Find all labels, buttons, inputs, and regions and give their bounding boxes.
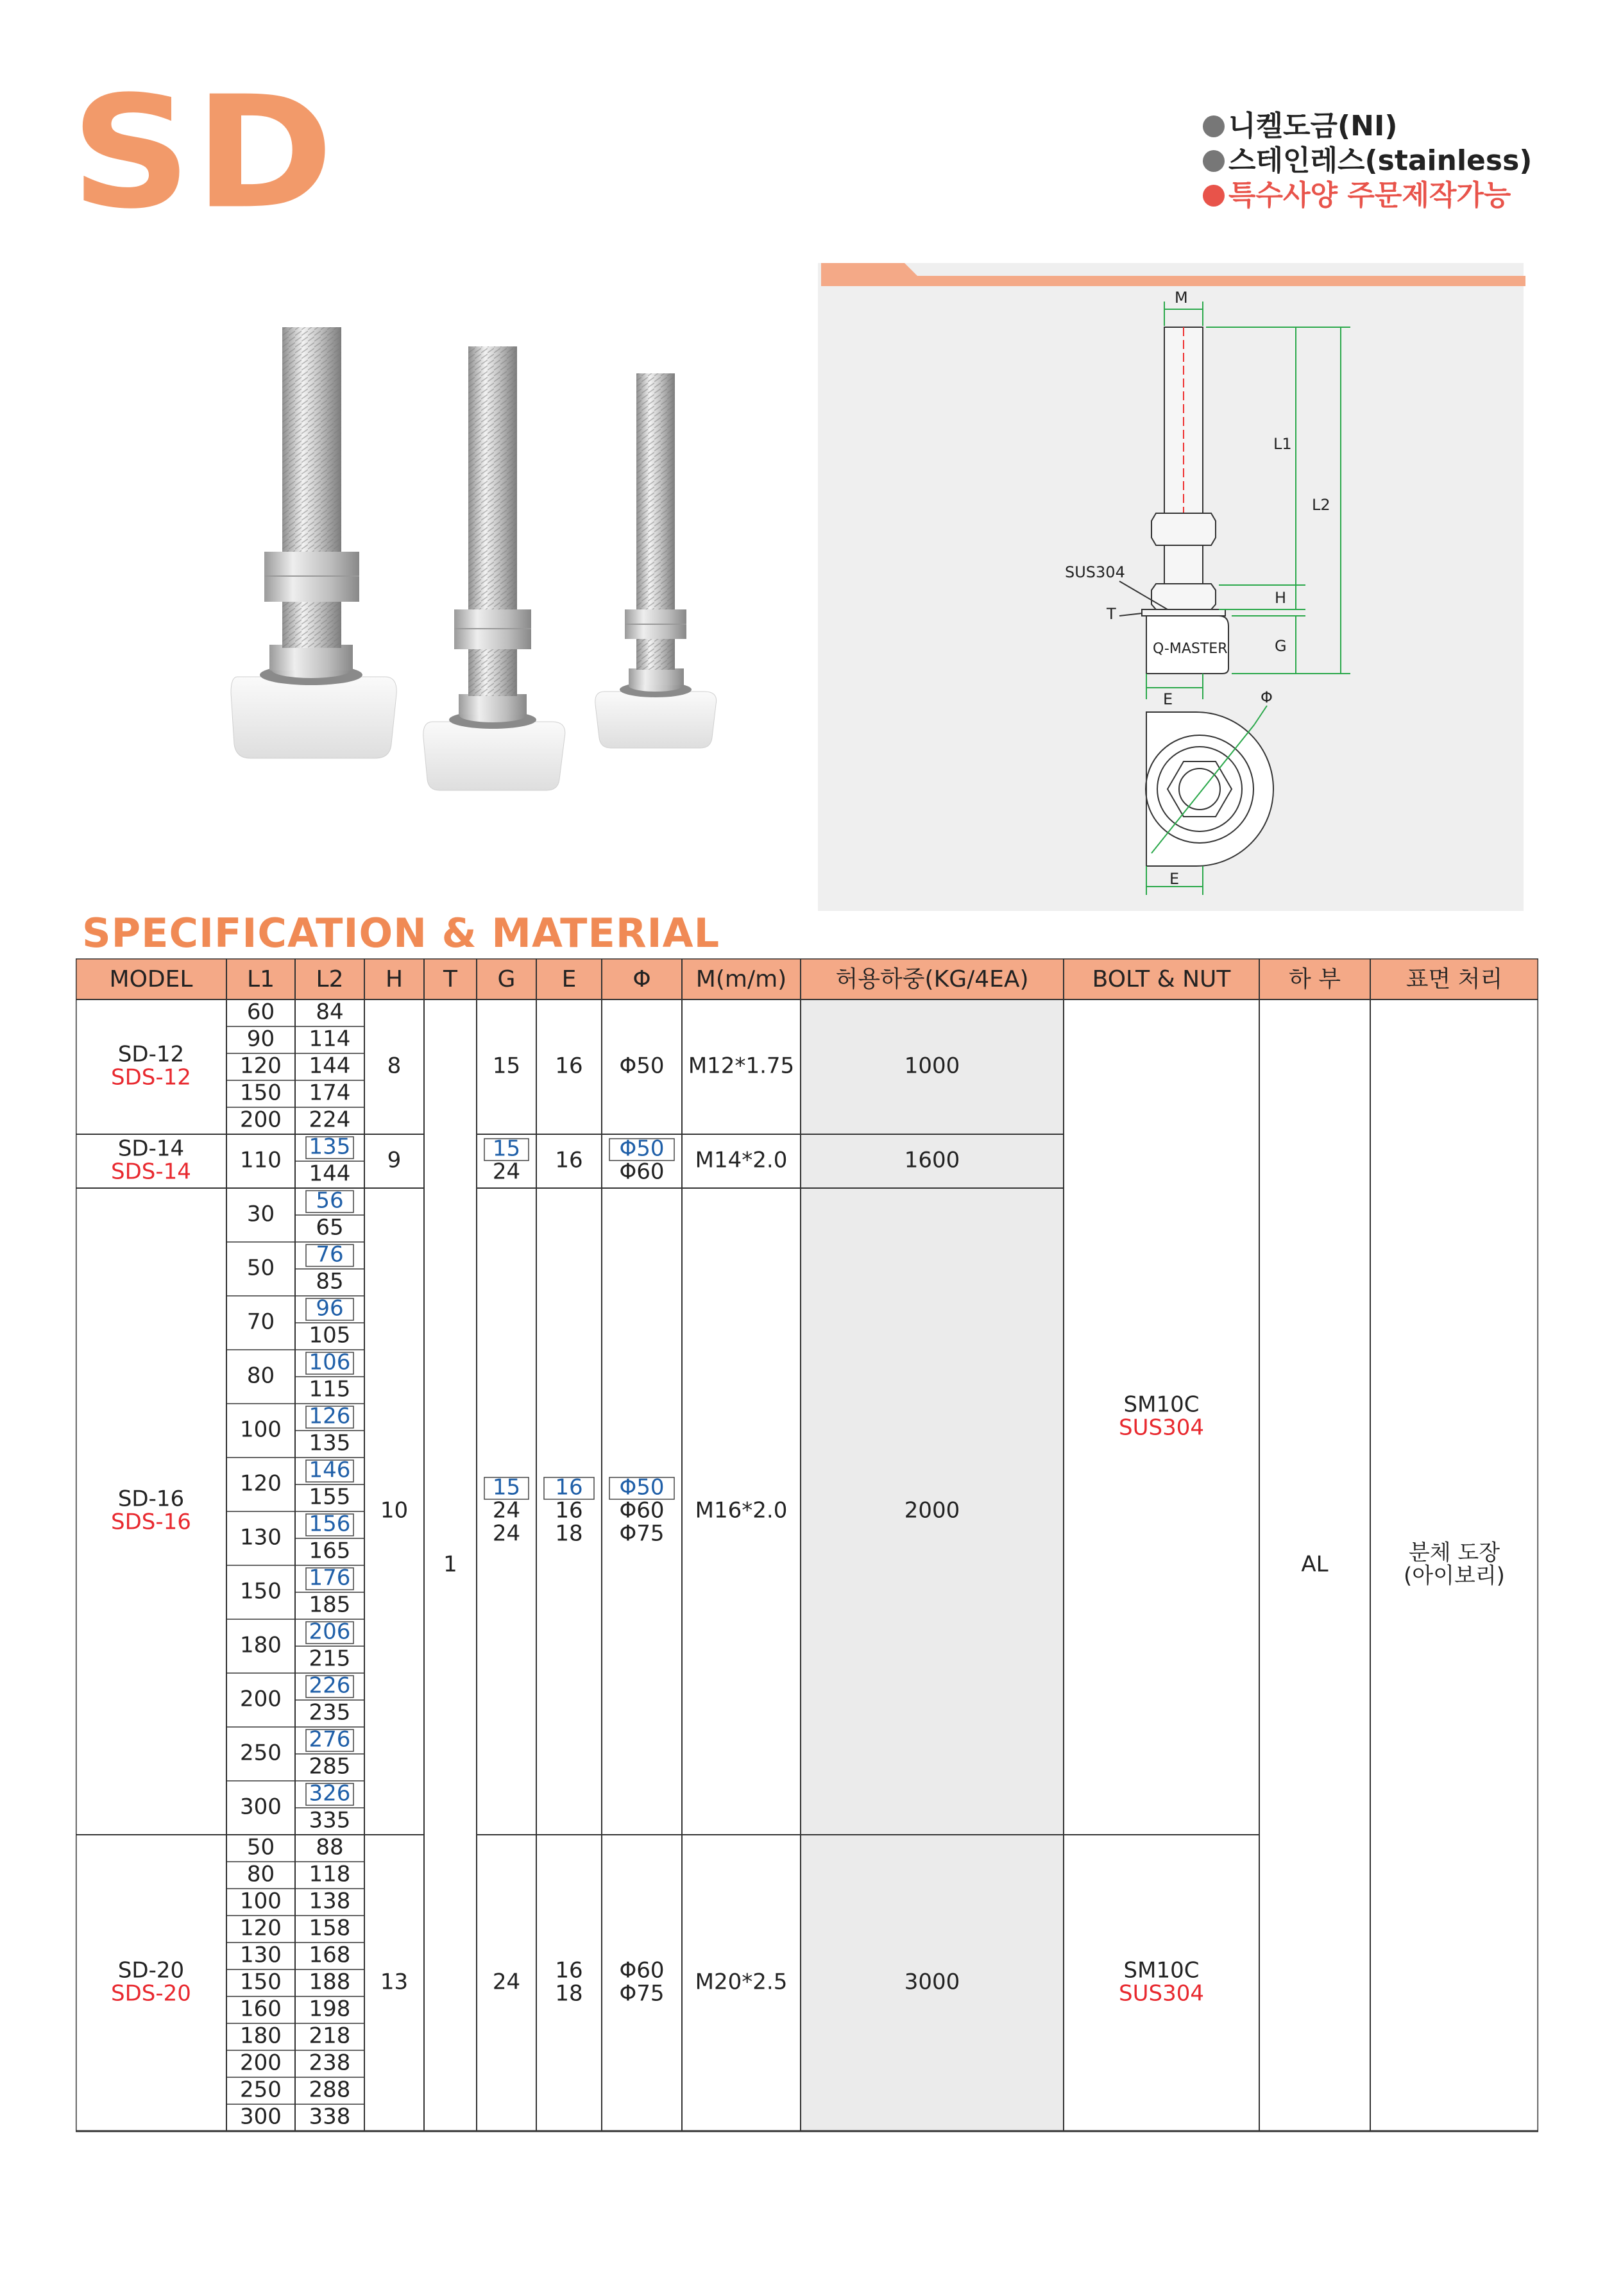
- l2-value: 146: [309, 1457, 351, 1483]
- l2-value: 215: [309, 1645, 351, 1672]
- l2-value: 335: [309, 1807, 351, 1833]
- l2-value: 65: [316, 1214, 344, 1241]
- l1-value: 150: [240, 1578, 282, 1604]
- dim-label-phi: Φ: [1261, 688, 1273, 706]
- l1-value: 30: [246, 1201, 275, 1227]
- l2-value: 198: [309, 1996, 351, 2022]
- load-capacity: 1600: [904, 1147, 960, 1173]
- dim-label-e-top: E: [1163, 690, 1173, 708]
- dim-label-e-bottom: E: [1169, 870, 1180, 888]
- column-header: MODEL: [109, 966, 193, 992]
- l1-value: 120: [240, 1053, 282, 1079]
- dim-label-h: H: [1275, 589, 1287, 607]
- feature-list: [1203, 109, 1532, 213]
- leveler-large: [231, 327, 396, 758]
- l2-value: 285: [309, 1753, 351, 1780]
- e-value: 18: [555, 1520, 583, 1547]
- l2-value: 105: [309, 1322, 351, 1348]
- l2-value: 206: [309, 1619, 351, 1645]
- column-header: M(m/m): [695, 966, 787, 992]
- e-value: 16: [555, 1474, 583, 1501]
- column-header: H: [385, 966, 404, 992]
- dim-label-t: T: [1107, 605, 1116, 623]
- e-value: 16: [555, 1053, 583, 1079]
- l2-value: 56: [316, 1187, 344, 1214]
- column-header: 허용하중(KG/4EA): [835, 966, 1029, 992]
- l2-value: 224: [309, 1107, 351, 1133]
- e-value: 16: [555, 1147, 583, 1173]
- l2-value: 85: [316, 1268, 344, 1295]
- l1-value: 100: [240, 1888, 282, 1914]
- column-header: T: [443, 966, 457, 992]
- l2-value: 288: [309, 2077, 351, 2103]
- bolt-nut-material-alt: SUS304: [1119, 1415, 1204, 1441]
- l2-value: 158: [309, 1915, 351, 1941]
- l2-value: 144: [309, 1053, 351, 1079]
- dim-label-sus304: SUS304: [1065, 563, 1125, 581]
- leveler-small: [595, 373, 717, 748]
- dim-label-l2: L2: [1312, 496, 1330, 514]
- bullet-icon: [1203, 115, 1225, 137]
- leveler-medium: [423, 346, 565, 790]
- l2-value: 176: [309, 1565, 351, 1591]
- l2-value: 226: [309, 1672, 351, 1699]
- h-value: 10: [380, 1497, 409, 1524]
- l1-value: 160: [240, 1996, 282, 2022]
- l2-value: 155: [309, 1484, 351, 1510]
- surface-finish: (아이보리): [1404, 1563, 1505, 1589]
- l1-value: 110: [240, 1147, 282, 1173]
- l2-value: 188: [309, 1969, 351, 1995]
- l1-value: 250: [240, 1740, 282, 1766]
- phi-value: Φ75: [619, 1520, 665, 1547]
- l2-value: 238: [309, 2050, 351, 2076]
- l2-value: 218: [309, 2023, 351, 2049]
- l2-value: 156: [309, 1511, 351, 1537]
- l2-value: 106: [309, 1349, 351, 1375]
- dim-label-g: G: [1275, 637, 1287, 655]
- load-capacity: 1000: [904, 1053, 960, 1079]
- dimension-diagram: [818, 263, 1524, 911]
- thread-size: M16*2.0: [695, 1497, 788, 1524]
- l2-value: 168: [309, 1942, 351, 1968]
- feature-label: 스테인레스(stainless): [1228, 144, 1533, 177]
- t-value: 1: [443, 1551, 457, 1577]
- l2-value: 185: [309, 1592, 351, 1618]
- l2-value: 338: [309, 2104, 351, 2130]
- g-value: 15: [492, 1135, 521, 1162]
- l2-value: 174: [309, 1080, 351, 1106]
- l2-value: 115: [309, 1376, 351, 1402]
- feature-item-custom-order: [1203, 178, 1532, 213]
- phi-value: Φ60: [619, 1159, 665, 1185]
- column-header: Φ: [633, 966, 651, 992]
- g-value: 24: [492, 1159, 521, 1185]
- model-name: SD-12: [117, 1041, 185, 1067]
- dim-label-l1: L1: [1273, 435, 1292, 453]
- phi-value: Φ50: [619, 1135, 665, 1162]
- l1-value: 180: [240, 1632, 282, 1658]
- section-title: SPECIFICATION & MATERIAL: [82, 910, 720, 957]
- thread-size: M20*2.5: [695, 1969, 788, 1995]
- l2-value: 144: [309, 1161, 351, 1187]
- l1-value: 80: [246, 1861, 275, 1887]
- phi-value: Φ60: [619, 1957, 665, 1984]
- l2-value: 235: [309, 1699, 351, 1726]
- l2-value: 96: [316, 1295, 344, 1322]
- column-header: 표면 처리: [1406, 966, 1503, 992]
- l2-value: 135: [309, 1134, 351, 1160]
- l1-value: 150: [240, 1080, 282, 1106]
- feature-item-stainless: [1203, 144, 1532, 178]
- thread-size: M14*2.0: [695, 1147, 788, 1173]
- l1-value: 50: [246, 1834, 275, 1860]
- brand-logo: SD: [71, 62, 337, 243]
- g-value: 15: [492, 1474, 521, 1501]
- l2-value: 326: [309, 1780, 351, 1807]
- feature-item-nickel: [1203, 109, 1532, 144]
- bolt-nut-material: SM10C: [1123, 1957, 1200, 1984]
- bullet-icon: [1203, 150, 1225, 172]
- spec-table: [76, 958, 1538, 2147]
- l2-value: 76: [316, 1241, 344, 1268]
- l2-value: 165: [309, 1538, 351, 1564]
- model-name-alt: SDS-16: [111, 1509, 191, 1535]
- thread-size: M12*1.75: [688, 1053, 795, 1079]
- l2-value: 88: [316, 1834, 344, 1860]
- column-header: 하 부: [1289, 966, 1341, 992]
- e-value: 18: [555, 1980, 583, 2007]
- phi-value: Φ60: [619, 1497, 665, 1524]
- model-name-alt: SDS-12: [111, 1064, 191, 1091]
- l1-value: 90: [246, 1026, 275, 1052]
- model-name-alt: SDS-14: [111, 1159, 191, 1185]
- l1-value: 80: [246, 1363, 275, 1389]
- l1-value: 250: [240, 2077, 282, 2103]
- l1-value: 130: [240, 1942, 282, 1968]
- l1-value: 60: [246, 999, 275, 1025]
- base-material: AL: [1301, 1551, 1329, 1577]
- dim-label-m: M: [1175, 289, 1188, 307]
- l1-value: 50: [246, 1255, 275, 1281]
- l1-value: 300: [240, 1794, 282, 1820]
- column-header: E: [561, 966, 577, 992]
- l2-value: 276: [309, 1726, 351, 1753]
- l1-value: 200: [240, 2050, 282, 2076]
- h-value: 8: [387, 1053, 402, 1079]
- g-value: 24: [492, 1520, 521, 1547]
- l2-value: 114: [309, 1026, 351, 1052]
- bolt-nut-material-alt: SUS304: [1119, 1980, 1204, 2007]
- l1-value: 200: [240, 1686, 282, 1712]
- column-header: L1: [247, 966, 275, 992]
- phi-value: Φ75: [619, 1980, 665, 2007]
- l1-value: 300: [240, 2104, 282, 2130]
- l2-value: 126: [309, 1403, 351, 1429]
- l1-value: 130: [240, 1524, 282, 1551]
- h-value: 9: [387, 1147, 402, 1173]
- feature-label: 니켈도금(NI): [1228, 110, 1398, 142]
- l1-value: 180: [240, 2023, 282, 2049]
- h-value: 13: [380, 1969, 409, 1995]
- feature-label: 특수사양 주문제작가능: [1228, 179, 1511, 212]
- l1-value: 120: [240, 1470, 282, 1497]
- l1-value: 200: [240, 1107, 282, 1133]
- phi-value: Φ50: [619, 1053, 665, 1079]
- l2-value: 138: [309, 1888, 351, 1914]
- l2-value: 84: [316, 999, 344, 1025]
- product-photo: [205, 302, 783, 815]
- l1-value: 120: [240, 1915, 282, 1941]
- l1-value: 100: [240, 1416, 282, 1443]
- e-value: 16: [555, 1497, 583, 1524]
- l2-value: 135: [309, 1430, 351, 1456]
- bolt-nut-material: SM10C: [1123, 1391, 1200, 1418]
- surface-finish: 분체 도장: [1408, 1540, 1500, 1566]
- column-header: BOLT & NUT: [1092, 966, 1231, 992]
- phi-value: Φ50: [619, 1474, 665, 1501]
- column-header: G: [497, 966, 516, 992]
- model-name-alt: SDS-20: [111, 1980, 191, 2007]
- g-value: 15: [492, 1053, 521, 1079]
- l2-value: 118: [309, 1861, 351, 1887]
- model-name: SD-16: [117, 1486, 185, 1512]
- brand-marking: Q-MASTER: [1153, 641, 1228, 657]
- g-value: 24: [492, 1497, 521, 1524]
- model-name: SD-14: [117, 1135, 185, 1162]
- g-value: 24: [492, 1969, 521, 1995]
- e-value: 16: [555, 1957, 583, 1984]
- l1-value: 150: [240, 1969, 282, 1995]
- l1-value: 70: [246, 1309, 275, 1335]
- bullet-icon: [1203, 185, 1225, 207]
- load-capacity: 2000: [904, 1497, 960, 1524]
- column-header: L2: [316, 966, 344, 992]
- load-capacity: 3000: [904, 1969, 960, 1995]
- model-name: SD-20: [117, 1957, 185, 1984]
